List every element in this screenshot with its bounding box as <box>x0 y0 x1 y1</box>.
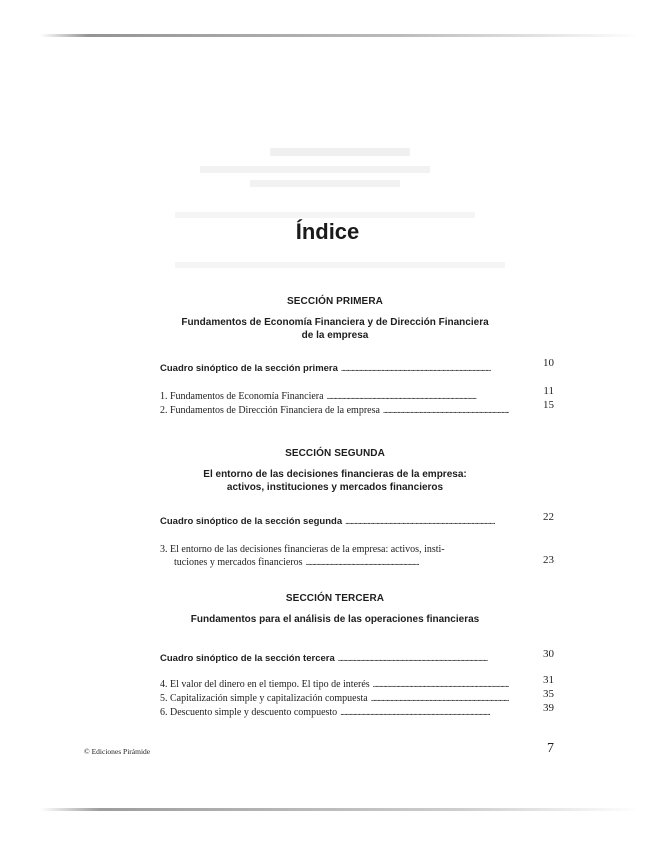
toc-entry-label: 2. Fundamentos de Dirección Financiera de la empresa <box>160 405 380 416</box>
section-2-subtitle <box>150 468 520 494</box>
toc-page-number: 39 <box>543 702 554 714</box>
section-1-subtitle-line: de la empresa <box>301 330 369 341</box>
page-title: Índice <box>295 219 360 244</box>
toc-entry-section-2-summary[interactable] <box>160 516 512 530</box>
toc-entry-section-3-summary[interactable] <box>160 653 512 667</box>
toc-entry-label-continued: tuciones y mercados financieros <box>174 557 303 568</box>
show-through-shadow <box>270 148 410 156</box>
section-2-subtitle-line: El entorno de las decisiones financieras de la empresa: <box>203 469 467 480</box>
dot-leader <box>338 653 509 663</box>
toc-page-number: 31 <box>543 674 554 686</box>
toc-entry-chapter-6[interactable] <box>160 707 512 721</box>
dot-leader <box>327 391 509 401</box>
toc-page-number: 10 <box>543 357 554 369</box>
section-3-label: SECCIÓN TERCERA <box>285 593 385 604</box>
scan-shadow-top <box>40 34 640 37</box>
section-2-label: SECCIÓN SEGUNDA <box>285 448 385 459</box>
dot-leader <box>373 679 509 689</box>
toc-entry-label: Cuadro sinóptico de la sección tercera <box>160 653 335 664</box>
toc-entry-chapter-4[interactable] <box>160 679 512 693</box>
toc-page-number: 30 <box>543 648 554 660</box>
dot-leader <box>383 405 509 415</box>
section-2-subtitle-line: activos, instituciones y mercados financieros <box>226 482 444 493</box>
dot-leader <box>340 707 509 717</box>
dot-leader <box>345 516 509 526</box>
toc-entry-chapter-5[interactable] <box>160 693 512 707</box>
toc-entry-chapter-1[interactable] <box>160 391 512 405</box>
section-1-label: SECCIÓN PRIMERA <box>287 296 383 307</box>
dot-leader <box>306 556 509 569</box>
toc-entry-section-1-summary[interactable] <box>160 363 512 377</box>
scan-shadow-bottom <box>40 808 640 811</box>
toc-page-number: 23 <box>543 554 554 566</box>
toc-page-number: 11 <box>543 385 554 397</box>
toc-entry-label: 1. Fundamentos de Economía Financiera <box>160 391 324 402</box>
publisher-credit: © Ediciones Pirámide <box>84 747 151 756</box>
toc-entry-label: 6. Descuento simple y descuento compuesto <box>160 707 338 718</box>
show-through-shadow <box>200 166 430 173</box>
section-1-subtitle <box>150 316 520 342</box>
toc-page-number: 35 <box>543 688 554 700</box>
toc-entry-label: Cuadro sinóptico de la sección segunda <box>160 516 343 527</box>
toc-entry-label: 3. El entorno de las decisiones financieras de la empresa: activos, insti- <box>160 544 445 555</box>
toc-page-number: 15 <box>543 399 554 411</box>
toc-entry-label: 5. Capitalización simple y capitalización compuesta <box>160 693 368 704</box>
section-1-subtitle-line: Fundamentos de Economía Financiera y de Dirección Financiera <box>181 317 489 328</box>
page-number: 7 <box>547 741 554 756</box>
dot-leader <box>371 693 509 703</box>
toc-entry-label: 4. El valor del dinero en el tiempo. El tipo de interés <box>160 679 370 690</box>
show-through-shadow <box>250 180 400 187</box>
dot-leader <box>341 363 509 373</box>
show-through-shadow <box>175 262 505 268</box>
toc-page-number: 22 <box>543 511 554 523</box>
section-3-subtitle <box>150 613 520 626</box>
toc-entry-chapter-2[interactable] <box>160 405 512 419</box>
toc-entry-chapter-3[interactable] <box>160 543 512 569</box>
show-through-shadow <box>175 212 475 218</box>
section-3-subtitle-line: Fundamentos para el análisis de las operaciones financieras <box>190 614 480 625</box>
toc-entry-label: Cuadro sinóptico de la sección primera <box>160 363 338 374</box>
